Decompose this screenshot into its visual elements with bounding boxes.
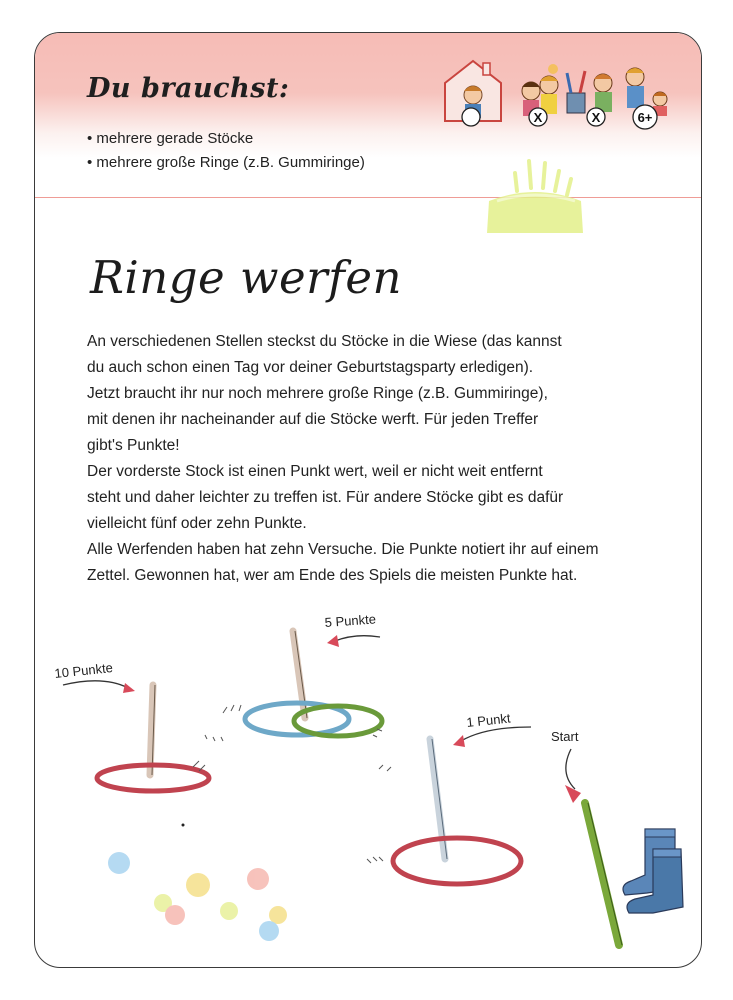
badge-x: X — [533, 110, 543, 125]
motion-lines — [379, 765, 391, 771]
badge-x: X — [591, 110, 601, 125]
ring-toss-illustration — [35, 33, 701, 967]
text-line: vielleicht fünf oder zehn Punkte. — [87, 515, 307, 532]
materials-item: • mehrere große Ringe (z.B. Gummiringe) — [87, 151, 365, 175]
motion-lines — [223, 705, 241, 713]
arrow-10 — [63, 681, 130, 689]
arrowhead-icon — [327, 635, 339, 647]
motion-lines — [367, 857, 383, 863]
dot — [182, 824, 185, 827]
stick-outline — [588, 803, 622, 945]
text-line: Der vorderste Stock ist einen Punkt wert, weil er nicht weit entfernt — [87, 463, 543, 480]
page-title: Ringe werfen — [90, 251, 402, 304]
label-10-punkte: 10 Punkte — [53, 659, 114, 681]
label-5-punkte: 5 Punkte — [324, 611, 377, 630]
label-1-punkt: 1 Punkt — [465, 710, 512, 730]
age-badge-text: 6+ — [637, 110, 653, 125]
ring-red-1 — [393, 838, 521, 884]
label-start: Start — [551, 729, 579, 744]
boots-icon — [623, 829, 683, 913]
text-line: An verschiedenen Stellen steckst du Stöcke in die Wiese (das kannst — [87, 333, 562, 350]
text-line: Jetzt braucht ihr nur noch mehrere große Ringe (z.B. Gummiringe), — [87, 385, 548, 402]
text-line: mit denen ihr nacheinander auf die Stöcke werft. Für jeden Treffer — [87, 411, 539, 428]
text-line: gibt's Punkte! — [87, 437, 180, 454]
text-line: Alle Werfenden haben hat zehn Versuche. Die Punkte notiert ihr auf einem — [87, 541, 599, 558]
start-stick — [585, 803, 619, 945]
arrow-start — [566, 749, 575, 789]
arrowhead-icon — [453, 735, 465, 747]
arrowhead-icon — [123, 683, 135, 693]
materials-item: • mehrere gerade Stöcke — [87, 127, 365, 151]
activity-card — [34, 32, 702, 968]
confetti-dots — [108, 852, 287, 941]
text-line: du auch schon einen Tag vor deiner Geburtstagsparty erledigen). — [87, 359, 534, 376]
motion-lines — [205, 735, 223, 741]
materials-heading: Du brauchst: — [87, 73, 290, 104]
arrow-5 — [335, 636, 380, 641]
text-line: steht und daher leichter zu treffen ist. Für andere Stöcke gibt es dafür — [87, 489, 564, 506]
text-line: Zettel. Gewonnen hat, wer am Ende des Spiels die meisten Punkte hat. — [87, 567, 578, 584]
